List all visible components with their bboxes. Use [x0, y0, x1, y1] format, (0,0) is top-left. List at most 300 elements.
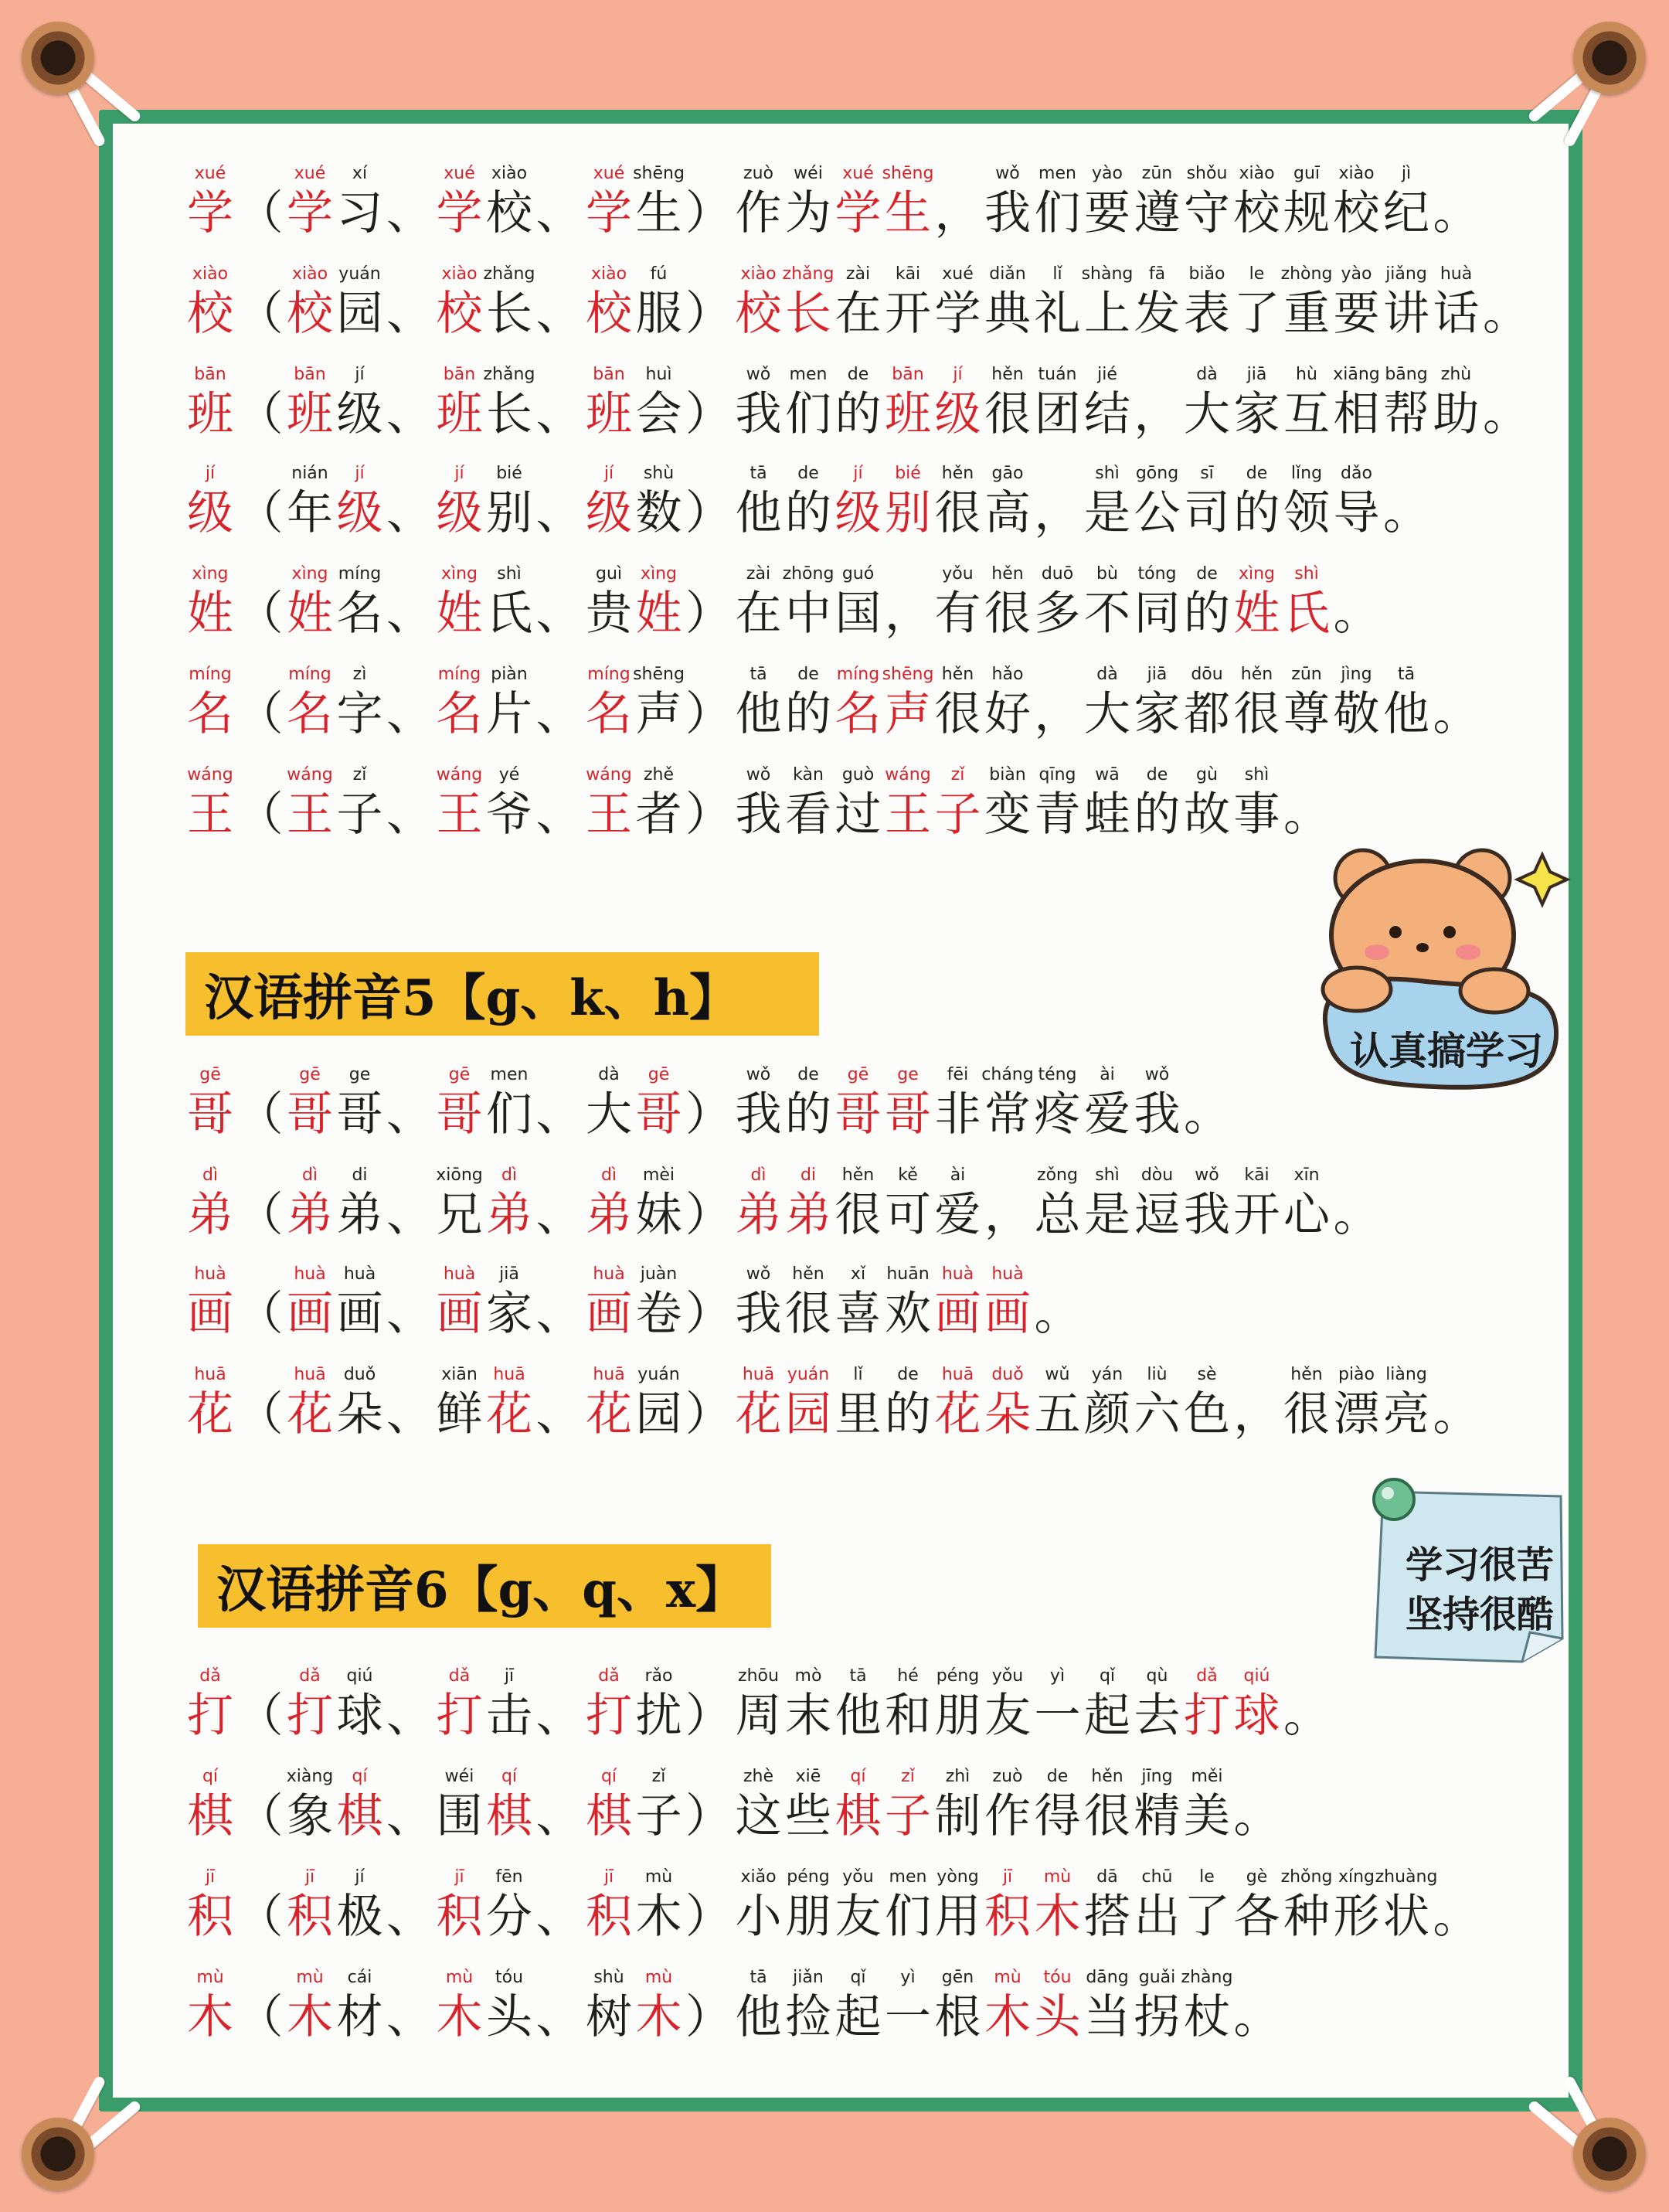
- hanzi: 爱: [1084, 1087, 1130, 1142]
- hanzi: 他: [735, 486, 782, 540]
- hanzi: ）: [685, 1287, 732, 1341]
- pinyin: mù: [994, 1968, 1021, 1987]
- hanzi: （: [236, 1087, 284, 1142]
- pinyin: xiǎo: [740, 1867, 777, 1887]
- char-cell: [634, 1666, 684, 1751]
- hanzi: 花: [934, 1387, 981, 1441]
- hanzi: 大: [1184, 387, 1230, 441]
- hanzi: 打: [287, 1689, 333, 1743]
- hanzi: 起: [834, 1990, 882, 2044]
- char-row: [185, 1365, 1489, 1450]
- char-cell: [185, 564, 235, 649]
- hanzi: （: [236, 587, 284, 641]
- hanzi: 典: [984, 287, 1031, 341]
- pinyin: dì: [501, 1166, 518, 1185]
- hanzi: 弟: [785, 1188, 831, 1242]
- hanzi: 学: [586, 186, 632, 240]
- hanzi: 的: [785, 1087, 831, 1142]
- pinyin: zǐ: [950, 765, 965, 784]
- hanzi: 画: [336, 1287, 383, 1341]
- hanzi: 、: [386, 1789, 433, 1843]
- hanzi: 一: [1034, 1689, 1081, 1743]
- hanzi: 学: [187, 186, 233, 240]
- hanzi: 帮: [1383, 387, 1429, 441]
- hanzi: 看: [785, 788, 831, 842]
- pinyin: dǎ: [199, 1666, 221, 1686]
- pinyin: wǒ: [746, 765, 771, 784]
- hanzi: 的: [785, 687, 831, 741]
- pinyin: tuán: [1038, 365, 1077, 384]
- hanzi: 的: [1134, 788, 1181, 842]
- hanzi: 画: [984, 1287, 1031, 1341]
- hanzi: 学: [436, 186, 483, 240]
- hanzi: 纪: [1383, 186, 1429, 240]
- char-cell: [983, 464, 1032, 549]
- char-cell: [1083, 365, 1132, 450]
- hanzi: 制: [934, 1789, 981, 1843]
- hanzi: 司: [1184, 486, 1230, 540]
- hanzi: 级: [336, 486, 383, 540]
- hanzi: 园: [785, 1387, 831, 1441]
- pinyin: liàng: [1385, 1365, 1427, 1384]
- hanzi: 字: [336, 687, 383, 741]
- pinyin: wǒ: [746, 1065, 771, 1084]
- hanzi: 守: [1184, 186, 1230, 240]
- char-cell: [983, 665, 1032, 750]
- hanzi: 数: [635, 486, 682, 540]
- hanzi: 结: [1084, 387, 1130, 441]
- hanzi: 色: [1184, 1387, 1230, 1441]
- hanzi: 是: [1084, 1188, 1130, 1242]
- hanzi: 变: [984, 788, 1031, 842]
- char-cell: [335, 1666, 385, 1751]
- pinyin: shù: [593, 1968, 624, 1987]
- pinyin: hěn: [991, 365, 1024, 384]
- hanzi: 些: [785, 1789, 831, 1843]
- hanzi: ）: [685, 287, 732, 341]
- pinyin: dǎ: [598, 1666, 620, 1686]
- hanzi: 姓: [436, 587, 483, 641]
- hanzi: 头: [486, 1990, 532, 2044]
- hanzi: 、: [535, 1387, 583, 1441]
- grommet-icon: [1573, 2118, 1646, 2190]
- hanzi: 、: [535, 287, 583, 341]
- hanzi: 爱: [934, 1188, 981, 1242]
- hanzi: 兄: [436, 1188, 483, 1242]
- pinyin: ge: [897, 1065, 919, 1084]
- pinyin: xiào: [192, 264, 229, 284]
- hanzi: 别: [486, 486, 532, 540]
- hanzi: 子: [934, 788, 981, 842]
- hanzi: 校: [1233, 186, 1280, 240]
- pinyin: biàn: [989, 765, 1026, 784]
- hanzi: 子: [885, 1789, 931, 1843]
- hanzi: 极: [336, 1890, 383, 1944]
- pinyin: shù: [643, 464, 675, 483]
- hanzi: 讲: [1383, 287, 1429, 341]
- pinyin: wáng: [436, 765, 483, 784]
- hanzi: 积: [287, 1890, 333, 1944]
- pinyin: xìng: [291, 564, 328, 584]
- hanzi: 班: [586, 387, 632, 441]
- hanzi: 名: [336, 587, 383, 641]
- hanzi: 很: [1084, 1789, 1130, 1843]
- hanzi: 片: [486, 687, 532, 741]
- hanzi: 姓: [635, 587, 682, 641]
- char-cell: [1481, 264, 1531, 349]
- hanzi: 朵: [984, 1387, 1031, 1441]
- hanzi: 公: [1134, 486, 1181, 540]
- hanzi: 棋: [486, 1789, 532, 1843]
- pinyin: bāng: [1385, 365, 1428, 384]
- hanzi: 学: [287, 186, 333, 240]
- pinyin: hěn: [991, 564, 1024, 584]
- char-cell: [335, 1365, 385, 1450]
- pinyin: dǎ: [448, 1666, 471, 1686]
- pinyin: bié: [496, 464, 522, 483]
- pinyin: de: [1246, 464, 1268, 483]
- hanzi: 校: [735, 287, 782, 341]
- hanzi: 的: [785, 486, 831, 540]
- hanzi: 木: [635, 1890, 682, 1944]
- hanzi: 杖: [1184, 1990, 1230, 2044]
- pinyin: qǐ: [1099, 1666, 1116, 1686]
- char-row: [185, 1767, 1290, 1852]
- hanzi: ）: [685, 186, 732, 240]
- hanzi: （: [236, 788, 284, 842]
- hanzi: 头: [1034, 1990, 1081, 2044]
- hanzi: 得: [1034, 1789, 1081, 1843]
- hanzi: 喜: [834, 1287, 882, 1341]
- char-cell: [1432, 164, 1481, 249]
- pinyin: shì: [1095, 464, 1120, 483]
- hanzi: 王: [187, 788, 233, 842]
- hanzi: 们: [785, 387, 831, 441]
- char-cell: [185, 1968, 235, 2053]
- char-cell: [335, 264, 385, 349]
- pinyin: huān: [886, 1264, 930, 1284]
- char-cell: [1182, 1767, 1232, 1852]
- pinyin: dāng: [1086, 1968, 1129, 1987]
- grommet-icon: [1573, 22, 1646, 94]
- hanzi: 欢: [885, 1287, 931, 1341]
- pinyin: qí: [850, 1767, 866, 1786]
- pinyin: huà: [593, 1264, 625, 1284]
- hanzi: 漂: [1333, 1387, 1380, 1441]
- pinyin: mù: [296, 1968, 324, 1987]
- pinyin: xué: [194, 164, 226, 183]
- pinyin: míng: [437, 665, 481, 684]
- hanzi: 哥: [885, 1087, 931, 1142]
- pinyin: piàn: [491, 665, 528, 684]
- hanzi: 、: [386, 788, 433, 842]
- pinyin: gù: [1196, 765, 1218, 784]
- pinyin: qí: [202, 1767, 219, 1786]
- hanzi: 在: [735, 587, 782, 641]
- pinyin: xíng: [1338, 1867, 1375, 1887]
- hanzi: 王: [586, 788, 632, 842]
- pinyin: guì: [595, 564, 623, 584]
- hanzi: （: [236, 1287, 284, 1341]
- pinyin: jì: [1401, 164, 1412, 183]
- hanzi: 。: [1034, 1287, 1081, 1341]
- pinyin: jí: [355, 464, 365, 483]
- hanzi: 长: [486, 387, 532, 441]
- pinyin: men: [789, 365, 828, 384]
- hanzi: 朵: [336, 1387, 383, 1441]
- char-cell: [484, 765, 534, 850]
- pinyin: měi: [1191, 1767, 1223, 1786]
- char-cell: [1232, 765, 1282, 850]
- hanzi: 画: [187, 1287, 233, 1341]
- hanzi: 他: [1383, 687, 1429, 741]
- hanzi: ）: [685, 1689, 732, 1743]
- pinyin: zǐ: [651, 1767, 666, 1786]
- hanzi: 一: [885, 1990, 931, 2044]
- pinyin: dà: [1196, 365, 1218, 384]
- pinyin: zhǒng: [1280, 1867, 1333, 1887]
- pinyin: de: [797, 665, 819, 684]
- pinyin: huā: [294, 1365, 326, 1384]
- hanzi: 礼: [1034, 287, 1081, 341]
- hanzi: 是: [1084, 486, 1130, 540]
- char-cell: [185, 164, 235, 249]
- pinyin: xí: [352, 164, 368, 183]
- char-row: [185, 1264, 1090, 1349]
- char-cell: [484, 464, 534, 549]
- hanzi: 生: [635, 186, 682, 240]
- hanzi: 积: [586, 1890, 632, 1944]
- pinyin: duō: [1041, 564, 1074, 584]
- pinyin: xìng: [1238, 564, 1276, 584]
- note-sticker: [1352, 1468, 1576, 1677]
- char-cell: [1282, 1166, 1331, 1251]
- hanzi: 习: [336, 186, 383, 240]
- char-cell: [484, 164, 534, 249]
- char-cell: [634, 1968, 684, 2053]
- pinyin: liù: [1147, 1365, 1168, 1384]
- pinyin: zì: [352, 665, 367, 684]
- pinyin: zhì: [945, 1767, 970, 1786]
- char-cell: [185, 365, 235, 450]
- char-cell: [1432, 264, 1481, 349]
- bear-sticker: [1303, 827, 1581, 1121]
- pinyin: wǒ: [746, 365, 771, 384]
- hanzi: 哥: [287, 1087, 333, 1142]
- char-cell: [1432, 1365, 1481, 1450]
- hanzi: 故: [1184, 788, 1230, 842]
- hanzi: 的: [834, 387, 882, 441]
- pinyin: hǎo: [991, 665, 1024, 684]
- hanzi: 了: [1233, 287, 1280, 341]
- hanzi: 友: [834, 1890, 882, 1944]
- pinyin: hěn: [941, 665, 974, 684]
- hanzi: 作: [735, 186, 782, 240]
- pinyin: huà: [443, 1264, 476, 1284]
- hanzi: ，: [1134, 387, 1181, 441]
- hanzi: 画: [586, 1287, 632, 1341]
- hanzi: 去: [1134, 1689, 1181, 1743]
- pinyin: fā: [1148, 264, 1166, 284]
- pinyin: zhǎng: [782, 264, 834, 284]
- hanzi: 长: [486, 287, 532, 341]
- hanzi: 围: [436, 1789, 483, 1843]
- pinyin: zhǎng: [483, 365, 535, 384]
- pinyin: hěn: [792, 1264, 824, 1284]
- hanzi: 和: [885, 1689, 931, 1743]
- pinyin: de: [897, 1365, 919, 1384]
- pinyin: huā: [493, 1365, 525, 1384]
- hanzi: 积: [436, 1890, 483, 1944]
- hanzi: 、: [386, 486, 433, 540]
- hanzi: 级: [834, 486, 882, 540]
- pinyin: zūn: [1141, 164, 1173, 183]
- char-cell: [634, 765, 684, 850]
- hanzi: 过: [834, 788, 882, 842]
- hanzi: 同: [1134, 587, 1181, 641]
- hanzi: （: [236, 387, 284, 441]
- pinyin: shàng: [1081, 264, 1134, 284]
- hanzi: 花: [586, 1387, 632, 1441]
- grommet-icon: [22, 2118, 94, 2190]
- char-cell: [335, 464, 385, 549]
- char-cell: [335, 1264, 385, 1349]
- char-cell: [1033, 1264, 1083, 1349]
- pinyin: qīng: [1038, 765, 1076, 784]
- pinyin: lǐ: [1052, 264, 1062, 284]
- hanzi: 园: [635, 1387, 682, 1441]
- hanzi: 、: [535, 587, 583, 641]
- pinyin: tóng: [1137, 564, 1177, 584]
- hanzi: 美: [1184, 1789, 1230, 1843]
- hanzi: ）: [685, 1087, 732, 1142]
- char-cell: [484, 1968, 534, 2053]
- char-cell: [484, 1867, 534, 1952]
- hanzi: 学: [834, 186, 882, 240]
- pinyin: jīng: [1141, 1767, 1173, 1786]
- pinyin: le: [1199, 1867, 1215, 1887]
- pinyin: dā: [1096, 1867, 1118, 1887]
- hanzi: 疼: [1034, 1087, 1081, 1142]
- pinyin: huà: [294, 1264, 326, 1284]
- pinyin: gē: [648, 1065, 670, 1084]
- hanzi: 精: [1134, 1789, 1181, 1843]
- hanzi: 大: [586, 1087, 632, 1142]
- pinyin: piào: [1338, 1365, 1375, 1384]
- hanzi: 六: [1134, 1387, 1181, 1441]
- pinyin: wáng: [187, 765, 233, 784]
- pinyin: ài: [950, 1166, 966, 1185]
- pinyin: bān: [593, 365, 625, 384]
- char-cell: [883, 164, 933, 249]
- pinyin: míng: [288, 665, 331, 684]
- pinyin: qí: [352, 1767, 368, 1786]
- pinyin: kàn: [793, 765, 824, 784]
- hanzi: 木: [635, 1990, 682, 2044]
- pinyin: jí: [205, 464, 216, 483]
- hanzi: 状: [1383, 1890, 1429, 1944]
- hanzi: 、: [535, 1789, 583, 1843]
- pinyin: sè: [1197, 1365, 1217, 1384]
- hanzi: 花: [735, 1387, 782, 1441]
- char-cell: [634, 1065, 684, 1150]
- heading-text: 汉语拼音5【g、k、h】: [204, 969, 739, 1027]
- hanzi: 小: [735, 1890, 782, 1944]
- hanzi: 木: [436, 1990, 483, 2044]
- hanzi: ）: [685, 387, 732, 441]
- pinyin: dì: [600, 1166, 617, 1185]
- pinyin: xiāng: [1333, 365, 1380, 384]
- char-cell: [484, 1666, 534, 1751]
- hanzi: 班: [187, 387, 233, 441]
- hanzi: 、: [386, 1188, 433, 1242]
- hanzi: 、: [386, 186, 433, 240]
- pinyin: míng: [189, 665, 232, 684]
- hanzi: 、: [386, 687, 433, 741]
- char-cell: [1232, 1767, 1282, 1852]
- char-cell: [1432, 665, 1481, 750]
- pinyin: xué: [842, 164, 874, 183]
- hanzi: 级: [187, 486, 233, 540]
- hanzi: 。: [1333, 1188, 1380, 1242]
- pinyin: qí: [600, 1767, 617, 1786]
- pinyin: wǔ: [1045, 1365, 1070, 1384]
- pinyin: gēn: [941, 1968, 974, 1987]
- pinyin: jī: [454, 1867, 464, 1887]
- char-cell: [1332, 1166, 1382, 1251]
- pinyin: tóu: [1043, 1968, 1072, 1987]
- char-cell: [484, 1166, 534, 1251]
- hanzi: 们: [1034, 186, 1081, 240]
- pinyin: xiān: [441, 1365, 478, 1384]
- hanzi: 级: [436, 486, 483, 540]
- pinyin: shì: [1244, 765, 1270, 784]
- pinyin: zǒng: [1037, 1166, 1078, 1185]
- char-cell: [185, 665, 235, 750]
- pinyin: diǎn: [989, 264, 1026, 284]
- char-cell: [484, 264, 534, 349]
- hanzi: 很: [934, 486, 981, 540]
- hanzi: 有: [934, 587, 981, 641]
- hanzi: 花: [187, 1387, 233, 1441]
- hanzi: 妹: [635, 1188, 682, 1242]
- pinyin: xiào: [1239, 164, 1275, 183]
- hanzi: 出: [1134, 1890, 1181, 1944]
- hanzi: （: [236, 1387, 284, 1441]
- hanzi: 、: [386, 1287, 433, 1341]
- hanzi: 校: [486, 186, 532, 240]
- hanzi: 总: [1034, 1188, 1081, 1242]
- pinyin: lǐng: [1290, 464, 1323, 483]
- hanzi: 在: [834, 287, 882, 341]
- hanzi: ，: [1034, 687, 1081, 741]
- hanzi: 要: [1084, 186, 1130, 240]
- char-row: [185, 264, 1539, 349]
- hanzi: 种: [1283, 1890, 1330, 1944]
- char-cell: [1332, 564, 1382, 649]
- hanzi: ）: [685, 1188, 732, 1242]
- pinyin: zhù: [1440, 365, 1472, 384]
- hanzi: 家: [486, 1287, 532, 1341]
- hanzi: 弟: [586, 1188, 632, 1242]
- hanzi: 击: [486, 1689, 532, 1743]
- hanzi: 画: [934, 1287, 981, 1341]
- pinyin: shēng: [882, 665, 934, 684]
- char-row: [185, 1968, 1290, 2053]
- pinyin: zhōng: [782, 564, 834, 584]
- hanzi: 他: [735, 1990, 782, 2044]
- hanzi: 友: [984, 1689, 1031, 1743]
